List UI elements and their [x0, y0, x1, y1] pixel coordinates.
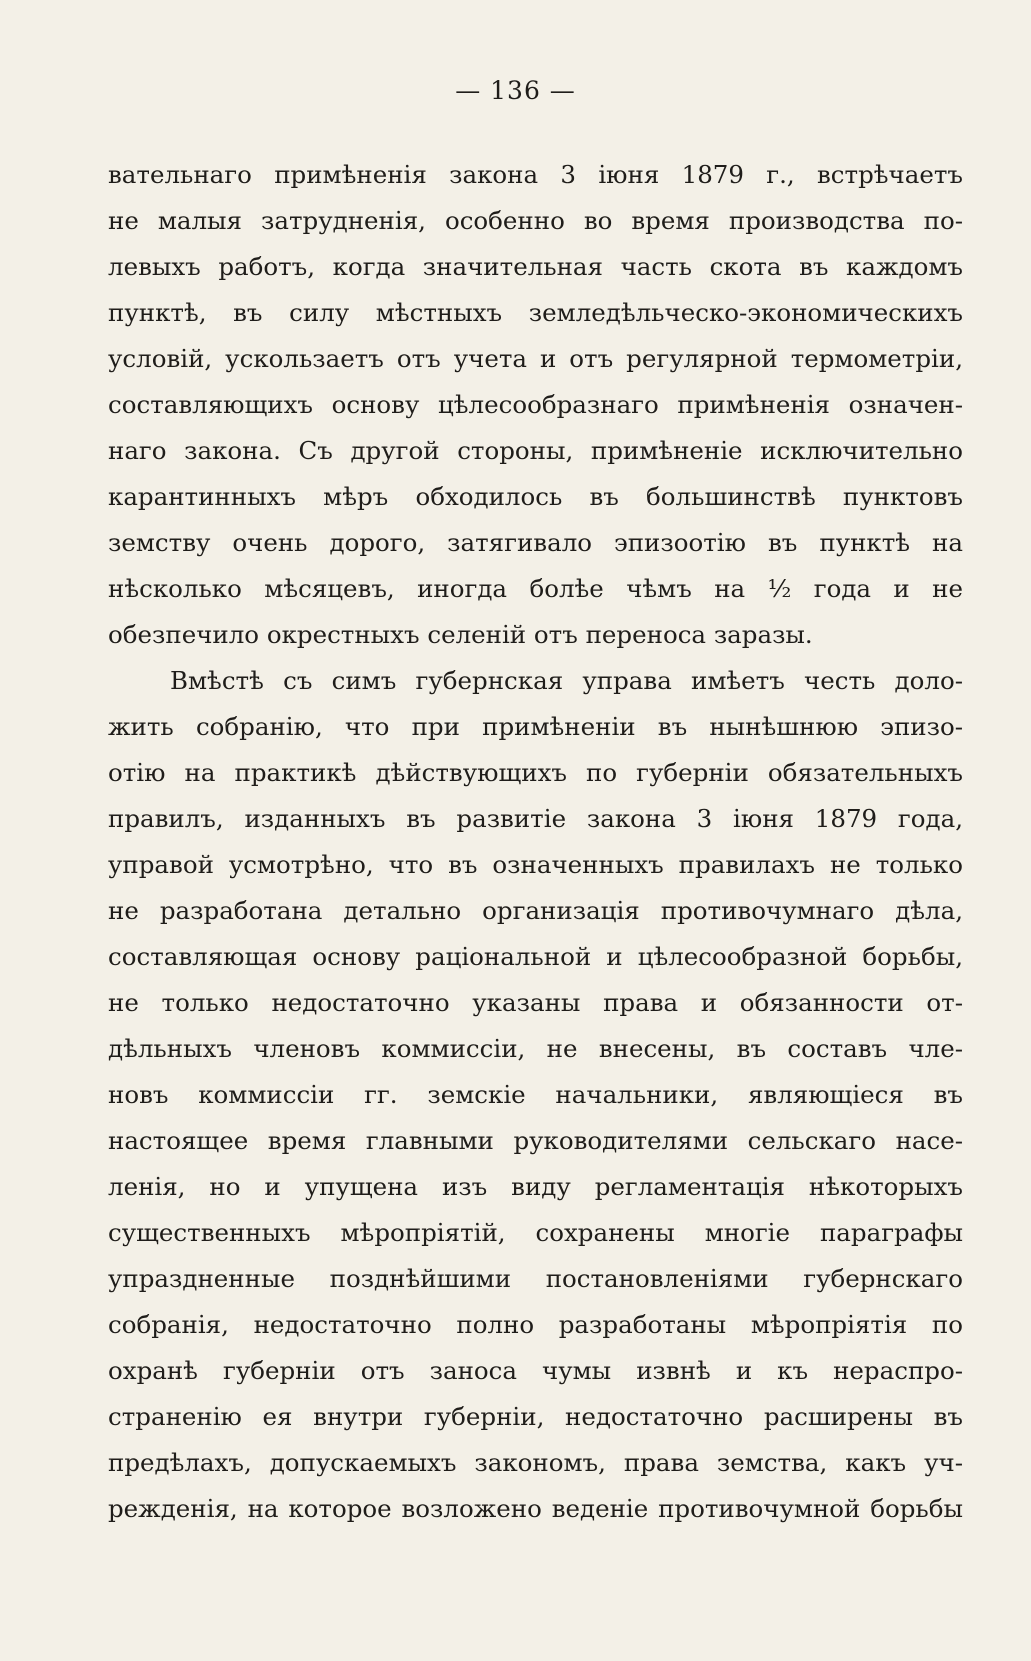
page-number: — 136 — — [455, 76, 576, 105]
body-text — [108, 152, 963, 1532]
text-line: не малыя затрудненія, особенно во время производства по- — [108, 206, 963, 235]
text-line: дѣльныхъ членовъ коммиссіи, не внесены, въ составъ чле- — [108, 1034, 963, 1063]
text-line: условій, ускользаетъ отъ учета и отъ регулярной термометріи, — [108, 344, 963, 373]
text-line: наго закона. Съ другой стороны, примѣненіе исключительно — [108, 436, 963, 465]
text-line: не только недостаточно указаны права и обязанности от- — [108, 988, 963, 1017]
text-line: охранѣ губерніи отъ заноса чумы извнѣ и къ нераспро- — [108, 1356, 963, 1385]
text-line: ленія, но и упущена изъ виду регламентація нѣкоторыхъ — [108, 1172, 963, 1201]
text-line: настоящее время главными руководителями сельскаго насе- — [108, 1126, 963, 1155]
text-line: составляющая основу раціональной и цѣлесообразной борьбы, — [108, 942, 963, 971]
text-line: упраздненные позднѣйшими постановленіями губернскаго — [108, 1264, 963, 1293]
text-line: новъ коммиссіи гг. земскіе начальники, являющіеся въ — [108, 1080, 963, 1109]
paragraph-start-line: Вмѣстѣ съ симъ губернская управа имѣетъ честь доло- — [170, 666, 963, 695]
text-line: левыхъ работъ, когда значительная часть скота въ каждомъ — [108, 252, 963, 281]
text-line: составляющихъ основу цѣлесообразнаго примѣненія означен- — [108, 390, 963, 419]
text-line: отію на практикѣ дѣйствующихъ по губерніи обязательныхъ — [108, 758, 963, 787]
text-line: вательнаго примѣненія закона 3 іюня 1879 г., встрѣчаетъ — [108, 160, 963, 189]
text-line: предѣлахъ, допускаемыхъ закономъ, права земства, какъ уч- — [108, 1448, 963, 1477]
text-line: обезпечило окрестныхъ селеній отъ переноса заразы. — [108, 620, 813, 649]
text-line: режденія, на которое возложено веденіе противочумной борьбы — [108, 1494, 963, 1523]
text-line: страненію ея внутри губерніи, недостаточно расширены въ — [108, 1402, 963, 1431]
text-line: правилъ, изданныхъ въ развитіе закона 3 іюня 1879 года, — [108, 804, 963, 833]
text-line: пунктѣ, въ силу мѣстныхъ земледѣльческо-экономическихъ — [108, 298, 963, 327]
text-line: жить собранію, что при примѣненіи въ нынѣшнюю эпизо- — [108, 712, 963, 741]
text-line: не разработана детально организація противочумнаго дѣла, — [108, 896, 963, 925]
text-line: нѣсколько мѣсяцевъ, иногда болѣе чѣмъ на ½ года и не — [108, 574, 963, 603]
text-line: земству очень дорого, затягивало эпизоотію въ пунктѣ на — [108, 528, 963, 557]
text-line: существенныхъ мѣропріятій, сохранены многіе параграфы — [108, 1218, 963, 1247]
text-line: собранія, недостаточно полно разработаны мѣропріятія по — [108, 1310, 963, 1339]
text-line: карантинныхъ мѣръ обходилось въ большинствѣ пунктовъ — [108, 482, 963, 511]
text-line: управой усмотрѣно, что въ означенныхъ правилахъ не только — [108, 850, 963, 879]
